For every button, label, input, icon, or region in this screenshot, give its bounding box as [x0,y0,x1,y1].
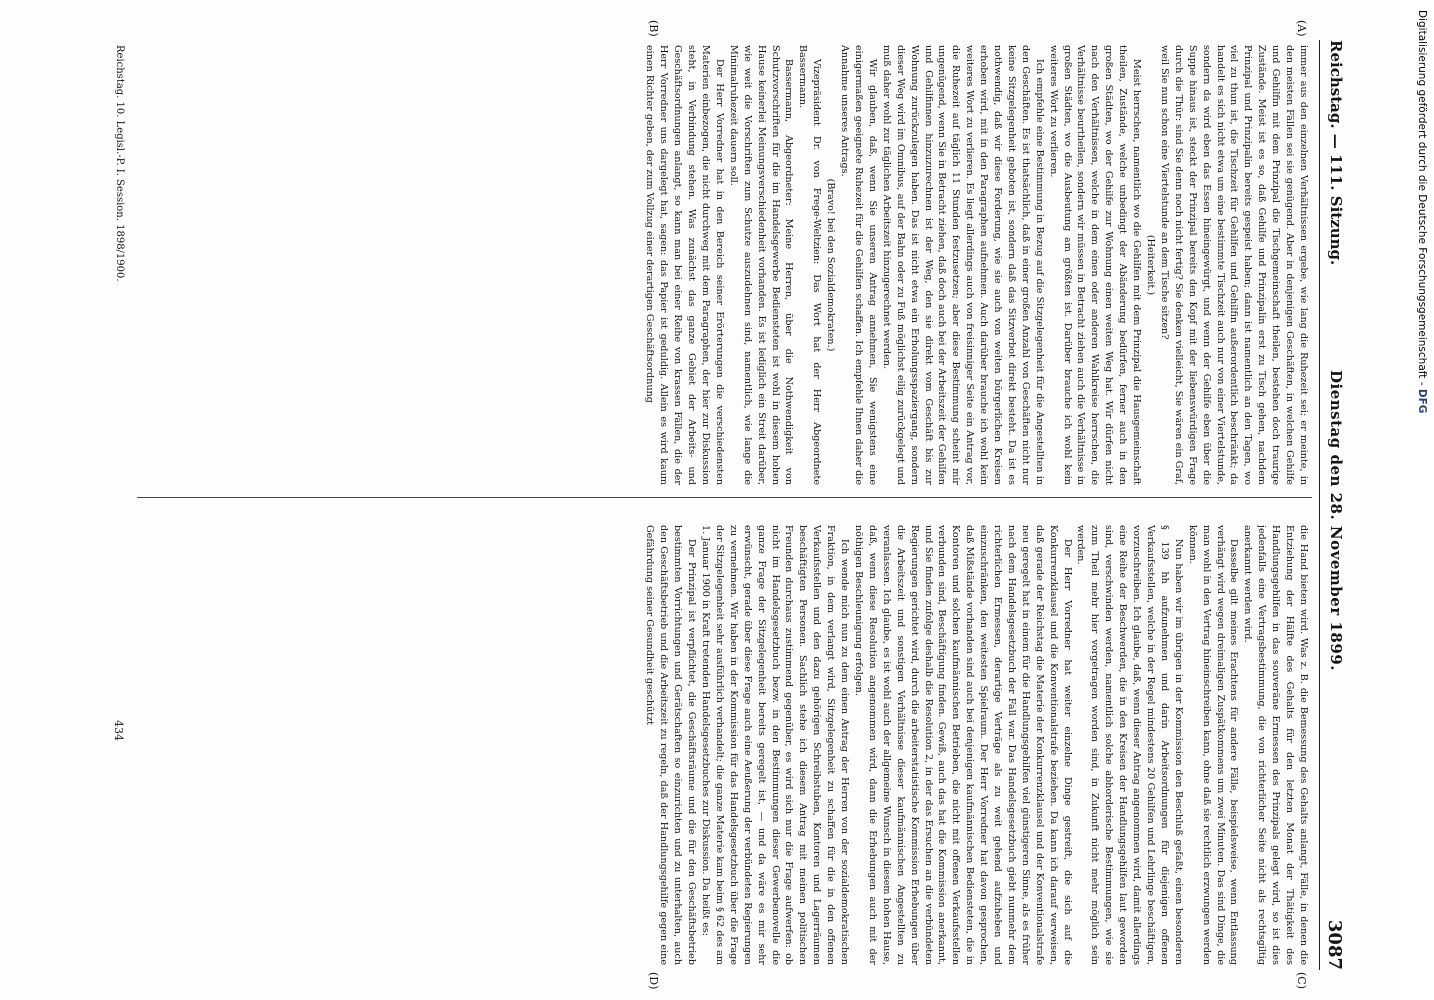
margin-marker-d: (D) [647,972,660,990]
paragraph: Ich wende mich nun zu dem einen Antrag der Herren von der sozialdemokratischen Fraktion, in dem verlangt wird, Sitzgelegenheit zu schaffen für die in den offenen Verkaufsstellen und den dazu gehörigen Schreibstuben, Kontoren und Lagerräumen beschäftigten Personen. Sachlich stehe ich diesem Antrag mit meinen politischen Freunden durchaus zustimmend gegenüber, es wird sich nur die Frage aufwerfen: ob nicht im Handelsgesetzbuch bezw. in den Bestimmungen dieser Gewerbenovelle die ganze Frage der Sitzgelegenheit bereits geregelt ist, — und da wäre es mir sehr erwünscht, gerade über diese Frage auch eine Aeußerung der verbündeten Regierungen zu vernehmen. Wir haben in der Kommission für das Handelsgesetzbuch über die Frage der Sitzgelegenheit sehr ausführlich verhandelt; die ganze Materie kam beim § 62 des am 1. Januar 1900 in Kraft tretenden Handelsgesetzbuches zur Diskussion. Da heißt es: [700,525,851,965]
digitization-text: Digitalisierung gefördert durch die Deutsche Forschungsgemeinschaft - [1416,10,1428,389]
paragraph: Vizepräsident Dr. von Frege-Weltzien: Das Wort hat der Herr Abgeordnete Bassermann. [797,45,823,485]
paragraph: Der Herr Vorredner hat weiter einzelne Dinge gestreift, die sich auf die Konkurrenzklausel und die Konventionalstrafe beziehen. Da kann ich darauf verweisen, daß gerade der Reichstag die Materie der Konkurrenzklausel und der Konventionalstrafe neu geregelt hat in einem für die Handlungsgehilfen viel günstigeren Sinne, als es früher nach dem Handelsgesetzbuch der Fall war. Das Handelsgesetzbuch giebt nunmehr dem richterlichen Ermessen, derartige Verträge als zu weit gehend aufzuheben und einzuschränken, den weitesten Spielraum. Der Herr Vorredner hat davon gesprochen, daß Mißstände vorhanden sind auch bei denjenigen kaufmännischen Bediensteten, die in Kontoren und solchen kaufmännischen Betrieben, die nicht mit offenen Verkaufsstellen verbunden sind, Beschäftigung finden. Gewiß, auch das hat die Kommission anerkannt, und Sie finden zufolge deshalb die Resolution 2, in der das Ersuchen an die verbündeten Regierungen gerichtet wird, durch die arbeiterstatistische Kommission Erhebungen über die Arbeitszeit und sonstigen Verhältnisse dieser kaufmännischen Angestellten zu veranlassen. Ich glaube, es ist wohl auch der allgemeine Wunsch in diesem hohen Hause, daß, wenn diese Resolution angenommen wird, dann die Erhebungen auch mit der nöthigen Beschleunigung erfolgen. [853,525,1073,965]
paragraph: Dasselbe gilt meines Erachtens für andere Fälle, beispielsweise, wenn Entlassung verhängt wird wegen dreimaligen Zuspätkommens um zwei Minuten. Das sind Dinge, die man wohl in den Vertrag hineinschreiben kann, ohne daß sie rechtlich erzwungen werden können. [1186,525,1240,965]
header-session: Reichstag. — 111. Sitzung. [1327,40,1345,266]
paragraph: Wir glauben, daß, wenn Sie unseren Antrag annehmen, Sie wenigstens eine einigermaßen geeignete Ruhezeit für die Gehilfen schaffen. Ich empfehle Ihnen daher die Annahme unseres Antrags. [839,45,878,485]
paragraph: Nun haben wir im übrigen in der Kommission den Beschluß gefaßt, einen besonderen § 139 hh aufzunehmen und darin Arbeitsordnungen für diejenigen offenen Verkaufsstellen, welche in der Regel mindestens 20 Gehilfen und Lehrlinge beschäftigen, vorzuschreiben. Ich glaube, daß, wenn dieser Antrag angenommen wird, damit allerdings eine Reihe der Beschwerden, die in den Kreisen der Handlungsgehilfen laut geworden sind, verschwinden werden, namentlich solche abhorderische Bestimmungen, wie sie zum Theil mehr hier vorgetragen worden sind, in Zukunft nicht mehr möglich sein werden. [1075,525,1184,965]
paragraph: Ich empfehle eine Bestimmung in Bezug auf die Sitzgelegenheit für die Angestellten in den Geschäften. Es ist thatsächlich, daß in einer großen Anzahl von Geschäften nicht nur keine Sitzgelegenheit geboten ist, sondern daß das Sitzverbot direkt besteht. Da ist es nothwendig, daß wir diese Forderung, wie sie auch von weiten bürgerlichen Kreisen erhoben wird, mit in den Paragraphen aufnehmen. Auch darüber brauche ich wohl kein weiteres Wort zu verlieren. Es liegt allerdings auch von freisinniger Seite ein Antrag vor, die Ruhezeit auf täglich 11 Stunden festzusetzen; aber diese Bestimmung scheint mir ungenügend, wenn Sie in Betracht ziehen, daß doch auch bei der Arbeitszeit der Gehilfen und Gehilfinnen hinzuzurechnen ist der Weg, den sie direkt vom Geschäft bis zur Wohnung zurückzulegen haben. Das ist nicht etwa ein Erholungsspaziergang, sondern dieser Weg wird im Omnibus, auf der Bahn oder zu Fuß möglichst eilig zurückgelegt und muß daher wohl zur täglichen Arbeitszeit hinzugerechnet werden. [880,45,1045,485]
margin-marker-b: (B) [647,20,660,37]
digitization-notice [1411,10,1433,990]
footer-session: Reichstag. 10. Legisl.-P. I. Session. 1898/1900. [114,45,125,282]
margin-marker-c: (C) [1295,972,1308,989]
paragraph: die Hand bieten wird. Was z. B. die Bemessung des Gehalts anlangt, Fälle, in denen die Entziehung der Hälfte des Gehalts für den letzten Monat der Thätigkeit des Handlungsgehilfen in das souveräne Ermessen des Prinzipals gelegt wird, so ist dies jedenfalls eine Vertragsbestimmung, die von richterlicher Seite nicht als rechtsgiltig anerkannt werden wird. [1242,525,1309,965]
margin-marker-a: (A) [1295,20,1308,37]
stage-direction: (Bravo! bei den Sozialdemokraten.) [825,178,837,352]
footer-signature: 434 [112,720,125,741]
paragraph: Bassermann, Abgeordneter: Meine Herren, über die Nothwendigkeit von Schutzvorschriften für die im Handelsgewerbe Bediensteten ist wohl in diesem hohen Hause keinerlei Meinungsverschiedenheit vorhanden. Es ist lediglich ein Streit darüber, wie weit die Vorschriften zum Schutze auszudehnen sind, namentlich, wie lange die Minimalruhezeit dauern soll. [727,45,795,485]
page-header [1323,40,1345,970]
dfg-logo: DFG [1416,388,1428,414]
paragraph: Meist herrschen, namentlich wo die Gehilfen mit dem Prinzipal die Hausgemeinschaft theilen, Zustände, welche unbedingt der Abänderung bedürfen, ferner auch in den großen Städten, wo der Gehilfe zur Wohnung einen weiten Weg hat. Wir dürfen nicht nach den Verhältnissen, welche in dem einen oder anderen Wahlkreise herrschen, die Verhältnisse beurtheilen, sondern wir müssen in Betracht ziehen auch die Verhältnisse in großen Städten, wo die Ausbeutung am größten ist. Darüber brauche ich wohl kein weiteres Wort zu verlieren. [1047,45,1143,485]
header-rule [1319,40,1320,970]
stage-direction: (Heiterkeit.) [1145,234,1157,296]
paragraph: Der Herr Vorredner hat in den Bereich seiner Erörterungen die verschiedensten Materien einbezogen, die nicht durchweg mit dem Paragraphen, der hier zur Diskussion steht, in Verbindung stehen. Was zunächst das ganze Gebiet der Arbeits- und Geschäftsordnungen anlangt, so kann man bei einer Reihe von krassen Fällen, die der Herr Vorredner uns dargelegt hat, sagen: das Papier ist geduldig. Allein es wird kaum einen Richter geben, der zum Vollzug einer derartigen Geschäftsordnung [644,45,725,485]
paragraph: immer aus den einzelnen Verhältnissen ergebe, wie lang die Ruhezeit sei; er meinte, in den meisten Fällen sei sie genügend. Aber in denjenigen Geschäften, in welchen Gehilfe und Gehilfin mit dem Prinzipal die Tischgemeinschaft theilen, bestehen doch traurige Zustände. Meist ist es so, daß Gehilfe und Prinzipalin erst zu Tisch gehen, nachdem Prinzipal und Prinzipalin bereits gespeist haben; dann ist namentlich an den Tagen, wo viel zu thun ist, die Tischzeit für Gehilfen und Gehilfin außerordentlich beschränkt; da handelt es sich nicht etwa um eine bestimmte Tischzeit auch nur von einer Viertelstunde, sondern da wird eben das Essen hineingewürgt, und wenn der Gehilfe eben über die Suppe hinaus ist, steckt der Prinzipal bereits den Kopf mit der liebenswürdigen Frage durch die Thür: sind Sie denn noch nicht fertig? Sie denken vielleicht, Sie wären ein Graf, weil Sie nun schon eine Viertelstunde an dem Tische sitzen? [1158,45,1309,485]
header-date: Dienstag den 28. November 1899. [1327,370,1345,671]
column-divider [137,497,1312,498]
left-column [140,45,1310,485]
quotation: Der Prinzipal ist verpflichtet, die Geschäftsräume und die für den Geschäftsbetrieb bestimmten Vorrichtungen und Gerätschaften so einzurichten und zu unterhalten, auch den Geschäftsbetrieb und die Arbeitszeit zu regeln, daß der Handlungsgehilfe gegen eine Gefährdung seiner Gesundheit geschützt [644,525,698,965]
right-column [140,525,1310,965]
page-number: 3087 [1324,919,1345,970]
